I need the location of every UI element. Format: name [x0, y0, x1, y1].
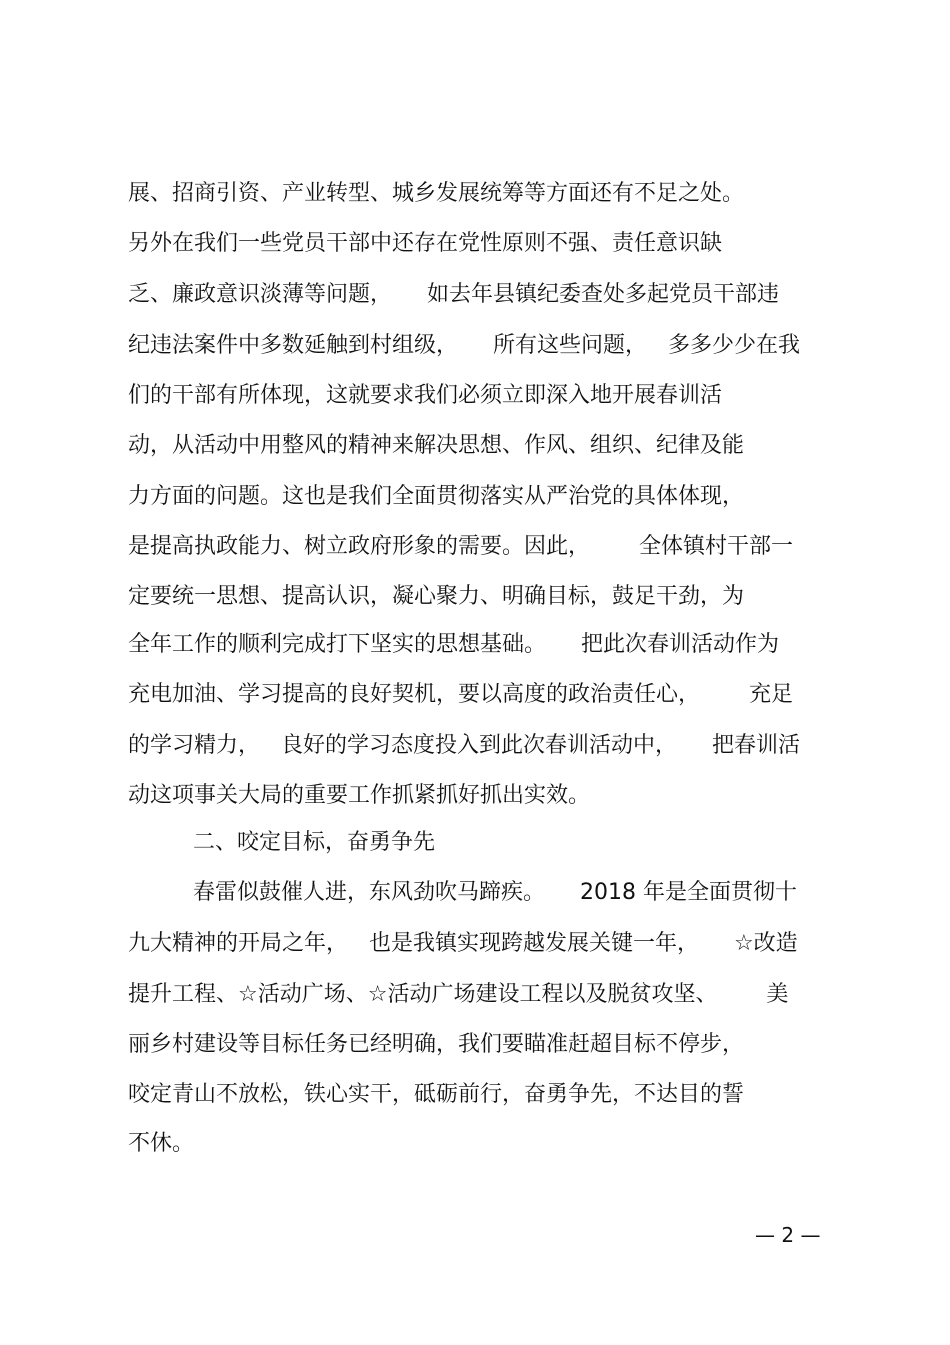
page-number: — 2 —	[755, 1223, 821, 1247]
body-text-line: 九大精神的开局之年， 也是我镇实现跨越发展关键一年， ☆改造	[128, 931, 798, 956]
body-text-line: 展、招商引资、产业转型、城乡发展统筹等方面还有不足之处。	[128, 181, 745, 206]
body-text-line: 力方面的问题。这也是我们全面贯彻落实从严治党的具体体现，	[128, 484, 745, 509]
body-text-line: 提升工程、☆活动广场、☆活动广场建设工程以及脱贫攻坚、 美	[128, 982, 789, 1007]
body-text-line: 的学习精力， 良好的学习态度投入到此次春训活动中， 把春训活	[128, 733, 800, 758]
body-text-line: 纪违法案件中多数延触到村组级， 所有这些问题， 多多少少在我	[128, 333, 800, 358]
body-text-line: 咬定青山不放松，铁心实干，砥砺前行，奋勇争先，不达目的誓	[128, 1082, 745, 1107]
body-text-line: 动这项事关大局的重要工作抓紧抓好抓出实效。	[128, 783, 591, 808]
body-text-line: 全年工作的顺利完成打下坚实的思想基础。 把此次春训活动作为	[128, 632, 779, 657]
body-text-line: 定要统一思想、提高认识，凝心聚力、明确目标，鼓足干劲，为	[128, 584, 745, 609]
body-text-line: 是提高执政能力、树立政府形象的需要。因此， 全体镇村干部一	[128, 534, 793, 559]
body-text-line: 动，从活动中用整风的精神来解决思想、作风、组织、纪律及能	[128, 433, 745, 458]
body-text-line: 不休。	[128, 1131, 195, 1156]
section-heading: 二、咬定目标，奋勇争先	[193, 830, 436, 855]
body-text-line: 丽乡村建设等目标任务已经明确，我们要瞄准赶超目标不停步，	[128, 1032, 745, 1057]
body-text-line: 另外在我们一些党员干部中还存在党性原则不强、责任意识缺	[128, 231, 723, 256]
body-text-line: 乏、廉政意识淡薄等问题， 如去年县镇纪委查处多起党员干部违	[128, 282, 779, 307]
body-text-line: 春雷似鼓催人进，东风劲吹马蹄疾。 2018 年是全面贯彻十	[193, 880, 797, 905]
body-text-line: 们的干部有所体现，这就要求我们必须立即深入地开展春训活	[128, 383, 723, 408]
body-text-line: 充电加油、学习提高的良好契机，要以高度的政治责任心， 充足	[128, 682, 793, 707]
